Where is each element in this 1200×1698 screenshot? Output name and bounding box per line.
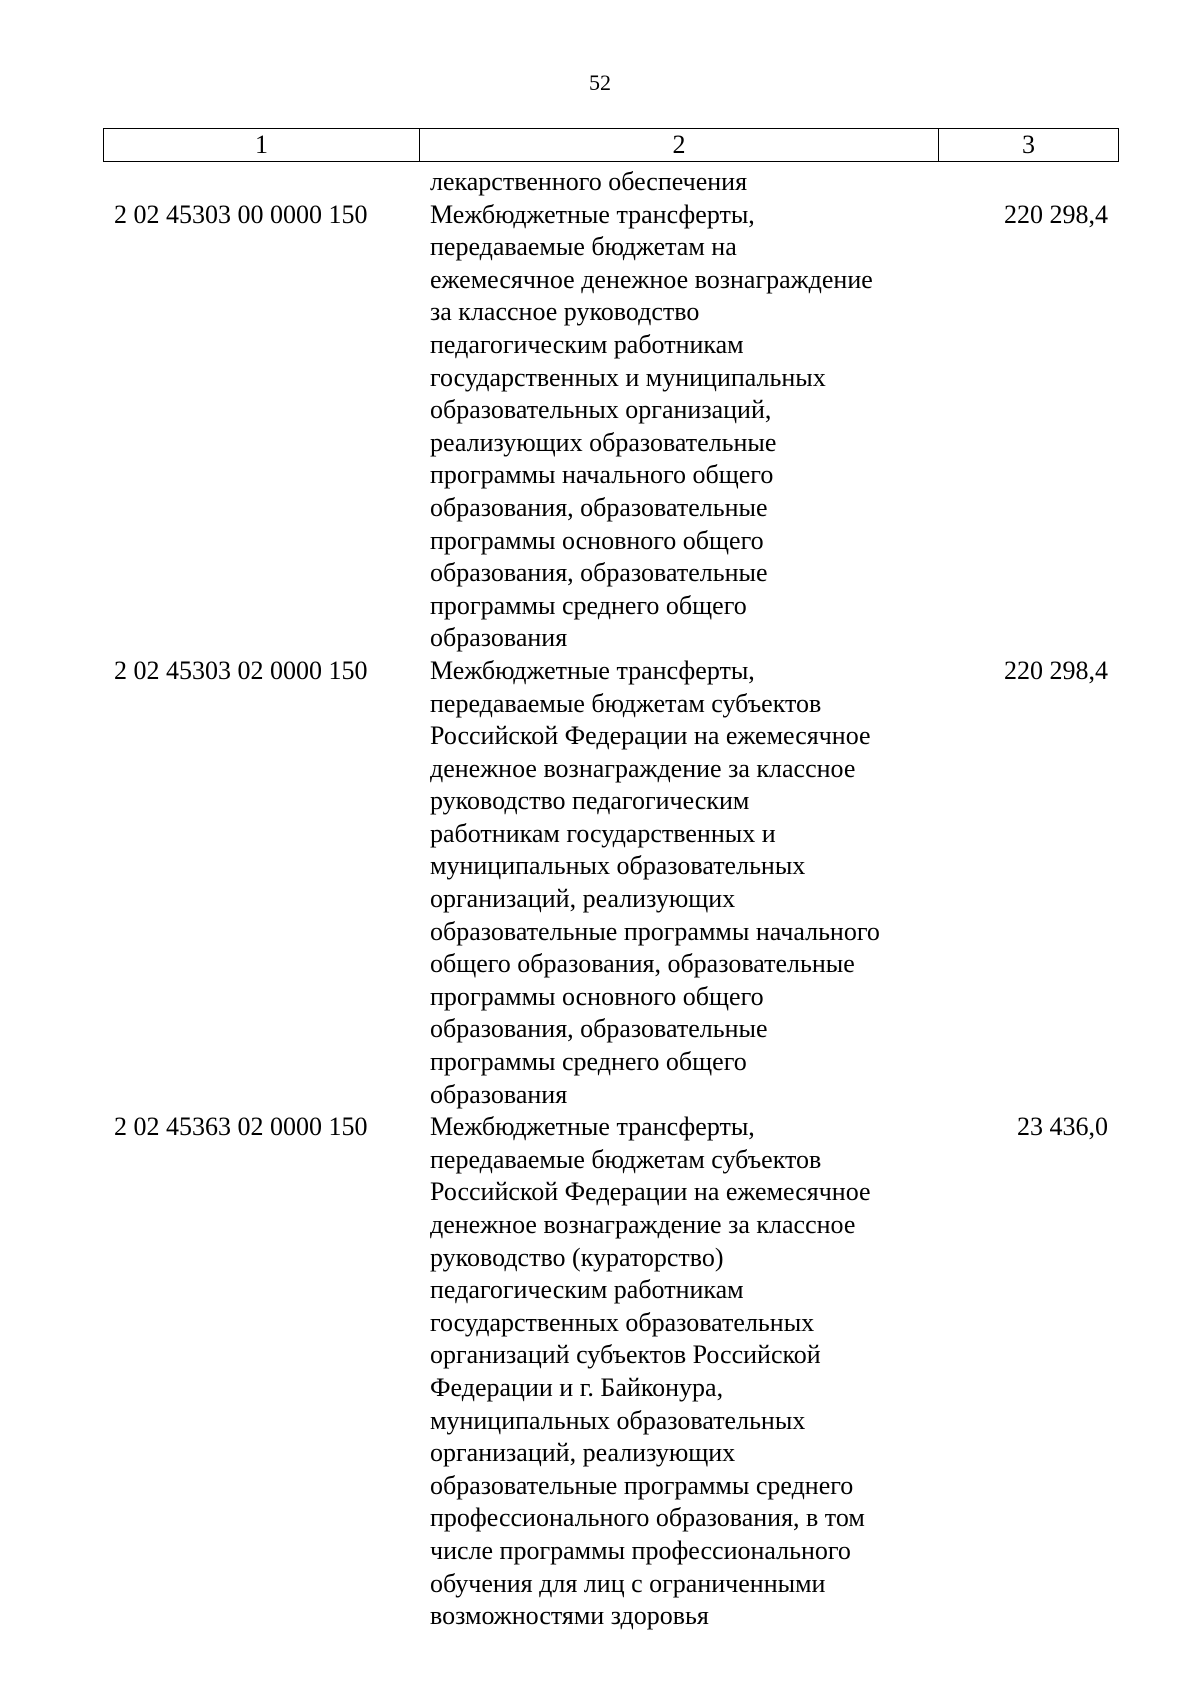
description-line: руководство педагогическим: [430, 786, 750, 816]
budget-code: 2 02 45363 02 0000 150: [114, 1112, 368, 1142]
description-line: государственных и муниципальных: [430, 362, 826, 392]
description-line: образования, образовательные: [430, 1014, 768, 1044]
description-line: программы среднего общего: [430, 590, 747, 620]
amount: 23 436,0: [1017, 1112, 1108, 1142]
description-line: передаваемые бюджетам субъектов: [430, 1144, 822, 1174]
description-line: программы основного общего: [430, 981, 764, 1011]
description-line: общего образования, образовательные: [430, 949, 855, 979]
description-line: образовательные программы начального: [430, 916, 880, 946]
description-line: передаваемые бюджетам на: [430, 232, 737, 262]
description-line: числе программы профессионального: [430, 1535, 851, 1565]
description-line: Федерации и г. Байконура,: [430, 1372, 724, 1402]
description-line: передаваемые бюджетам субъектов: [430, 688, 822, 718]
description-line: образования, образовательные: [430, 492, 768, 522]
description-line: ежемесячное денежное вознаграждение: [430, 264, 873, 294]
table-row: [103, 1111, 1119, 1633]
description-line: Российской Федерации на ежемесячное: [430, 721, 871, 751]
continuation-amount-cell: [938, 166, 1119, 199]
description-line: образовательных организаций,: [430, 395, 772, 425]
continuation-row: [103, 166, 1119, 199]
page-number: 52: [589, 70, 611, 95]
description-line: за классное руководство: [430, 297, 700, 327]
description-line: организаций, реализующих: [430, 884, 736, 914]
description-line: образования: [430, 623, 568, 653]
budget-code: 2 02 45303 00 0000 150: [114, 199, 368, 229]
description-line: муниципальных образовательных: [430, 851, 806, 881]
description-line: государственных образовательных: [430, 1307, 815, 1337]
description-line: образования, образовательные: [430, 558, 768, 588]
description-line: денежное вознаграждение за классное: [430, 1210, 856, 1239]
description-line: Межбюджетные трансферты,: [430, 655, 755, 685]
header-col-1: 1: [104, 129, 420, 161]
description-line: образования: [430, 1079, 568, 1109]
table-row: [103, 655, 1119, 1111]
description-line: педагогическим работникам: [430, 329, 744, 359]
description-line: возможностями здоровья: [430, 1601, 709, 1631]
continuation-code-cell: [103, 166, 419, 199]
description-line: педагогическим работникам: [430, 1275, 744, 1305]
table-rows: [103, 199, 1119, 1633]
budget-code: 2 02 45303 02 0000 150: [114, 655, 368, 685]
header-col-3: 3: [1022, 130, 1035, 159]
table-header: [103, 128, 1119, 162]
description-line: профессионального образования, в том: [430, 1503, 865, 1533]
description-line: образовательные программы среднего: [430, 1470, 854, 1500]
description-line: муниципальных образовательных: [430, 1405, 806, 1435]
amount: 220 298,4: [1004, 655, 1108, 685]
table-row: [103, 199, 1119, 655]
header-col-2: 2: [420, 129, 939, 161]
amount: 220 298,4: [1004, 199, 1108, 229]
row-description: [419, 655, 938, 1111]
description-line: работникам государственных и: [430, 818, 776, 848]
description-line: реализующих образовательные: [430, 427, 777, 457]
row-description: [419, 1111, 938, 1633]
table-body: [103, 166, 1119, 1633]
description-line: Межбюджетные трансферты,: [430, 1112, 755, 1142]
description-line: Российской Федерации на ежемесячное: [430, 1177, 871, 1207]
description-line: обучения для лиц с ограниченными: [430, 1568, 826, 1598]
description-line: Межбюджетные трансферты,: [430, 199, 755, 229]
continuation-description: [419, 166, 938, 199]
description-line: денежное вознаграждение за классное: [430, 753, 856, 783]
description-line: организаций субъектов Российской: [430, 1340, 821, 1370]
description-line: организаций, реализующих: [430, 1438, 736, 1468]
description-line: руководство (кураторство): [430, 1242, 724, 1272]
description-line: лекарственного обеспечения: [430, 167, 748, 196]
description-line: программы основного общего: [430, 525, 764, 555]
description-line: программы начального общего: [430, 460, 774, 490]
row-description: [419, 199, 938, 655]
description-line: программы среднего общего: [430, 1047, 747, 1077]
